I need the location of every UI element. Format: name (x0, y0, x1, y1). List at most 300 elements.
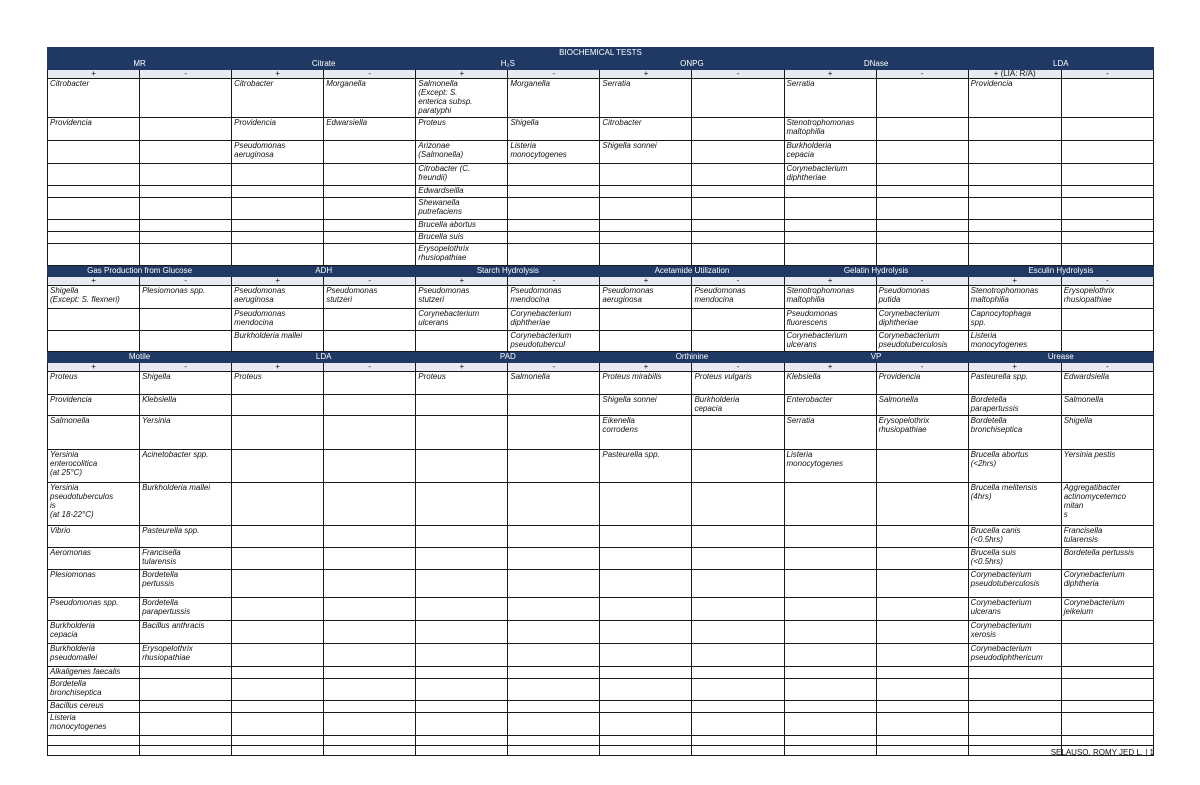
organism-cell: Erysopelothrix rhusiopathiae (140, 644, 232, 667)
organism-cell (140, 331, 232, 352)
organism-cell (968, 736, 1061, 746)
organism-cell (48, 220, 140, 232)
organism-cell (48, 746, 140, 756)
organism-cell (784, 667, 876, 679)
organism-cell: Pseudomonas stutzeri (324, 286, 416, 309)
organism-cell (692, 701, 784, 713)
table-row (48, 483, 1154, 526)
organism-cell (600, 713, 692, 736)
organism-cell: Listeria monocytogenes (48, 713, 140, 736)
organism-cell (876, 164, 968, 186)
result-sign: + (416, 70, 508, 79)
organism-cell (48, 232, 140, 244)
organism-cell (968, 220, 1061, 232)
organism-cell (876, 746, 968, 756)
organism-cell (692, 713, 784, 736)
organism-cell (232, 570, 324, 598)
organism-cell (968, 141, 1061, 164)
organism-cell (876, 667, 968, 679)
test-header: DNase (784, 59, 968, 70)
organism-cell: Corynebacterium pseudotuberculosis (968, 570, 1061, 598)
organism-cell: Shigella sonnei (600, 395, 692, 416)
test-header: Acetamide Utilization (600, 266, 784, 277)
result-sign: - (876, 70, 968, 79)
test-header: Gelatin Hydrolysis (784, 266, 968, 277)
organism-cell (1061, 667, 1153, 679)
organism-cell (1061, 644, 1153, 667)
organism-cell: Bordetella parapertussis (968, 395, 1061, 416)
organism-cell: Pseudomonas aeruginosa (600, 286, 692, 309)
organism-cell (784, 220, 876, 232)
sign-row (48, 277, 1154, 286)
organism-cell (140, 701, 232, 713)
organism-cell (1061, 736, 1153, 746)
organism-cell: Salmonella (876, 395, 968, 416)
organism-cell (876, 679, 968, 701)
organism-cell (48, 186, 140, 198)
organism-cell (876, 713, 968, 736)
result-sign: - (508, 363, 600, 372)
organism-cell (324, 667, 416, 679)
organism-cell (600, 483, 692, 526)
organism-cell (600, 746, 692, 756)
organism-cell (600, 679, 692, 701)
organism-cell (140, 198, 232, 220)
table-row (48, 232, 1154, 244)
organism-cell (416, 701, 508, 713)
organism-cell (1061, 186, 1153, 198)
organism-cell (968, 713, 1061, 736)
organism-cell (232, 395, 324, 416)
organism-cell: Yersinia enterocolitica (at 25°C) (48, 450, 140, 483)
organism-cell (876, 526, 968, 548)
result-sign: + (232, 363, 324, 372)
organism-cell: Bacillus anthracis (140, 621, 232, 644)
organism-cell: Stenotrophomonas maltophilia (784, 118, 876, 141)
result-sign: - (692, 70, 784, 79)
organism-cell (508, 416, 600, 450)
organism-cell (692, 164, 784, 186)
organism-cell (140, 118, 232, 141)
organism-cell (692, 232, 784, 244)
organism-cell: Klebsiella (140, 395, 232, 416)
organism-cell (508, 232, 600, 244)
organism-cell (508, 186, 600, 198)
organism-cell (1061, 679, 1153, 701)
organism-cell (876, 220, 968, 232)
organism-cell: Shigella (140, 372, 232, 395)
organism-cell: Serratia (784, 79, 876, 118)
organism-cell (416, 526, 508, 548)
organism-cell: Stenotrophomonas maltophilia (784, 286, 876, 309)
organism-cell (140, 736, 232, 746)
organism-cell (140, 309, 232, 331)
organism-cell (968, 244, 1061, 266)
organism-cell (876, 141, 968, 164)
table-row (48, 736, 1154, 746)
result-sign: - (508, 70, 600, 79)
organism-cell: Proteus (48, 372, 140, 395)
table-row (48, 416, 1154, 450)
organism-cell (1061, 309, 1153, 331)
organism-cell (508, 244, 600, 266)
table-row (48, 701, 1154, 713)
organism-cell: Burkholderia cepacia (48, 621, 140, 644)
organism-cell: Corynebacterium diphtheria (1061, 570, 1153, 598)
organism-cell (692, 736, 784, 746)
test-header: Orthinine (600, 352, 784, 363)
result-sign: + (232, 70, 324, 79)
test-header-row (48, 266, 1154, 277)
organism-cell (232, 644, 324, 667)
organism-cell (1061, 232, 1153, 244)
organism-cell: Burkholderia mallei (232, 331, 324, 352)
organism-cell: Citrobacter (600, 118, 692, 141)
result-sign: + (968, 363, 1061, 372)
organism-cell: Bordetella bronchiseptica (968, 416, 1061, 450)
table-row (48, 331, 1154, 352)
organism-cell (508, 598, 600, 621)
organism-cell (968, 701, 1061, 713)
table-row (48, 644, 1154, 667)
organism-cell (508, 395, 600, 416)
organism-cell (232, 701, 324, 713)
organism-cell (784, 232, 876, 244)
organism-cell (508, 450, 600, 483)
sign-row (48, 363, 1154, 372)
test-header-row (48, 352, 1154, 363)
organism-cell (324, 450, 416, 483)
organism-cell (508, 621, 600, 644)
organism-cell (876, 198, 968, 220)
organism-cell (232, 416, 324, 450)
organism-cell (508, 644, 600, 667)
organism-cell (692, 450, 784, 483)
result-sign: + (600, 363, 692, 372)
result-sign: + (416, 363, 508, 372)
organism-cell (508, 220, 600, 232)
organism-cell (968, 679, 1061, 701)
result-sign: - (324, 70, 416, 79)
organism-cell: Bordetella pertussis (140, 570, 232, 598)
result-sign: - (140, 70, 232, 79)
organism-cell (416, 395, 508, 416)
organism-cell (324, 141, 416, 164)
organism-cell (692, 220, 784, 232)
organism-cell (692, 746, 784, 756)
organism-cell: Klebsiella (784, 372, 876, 395)
organism-cell (232, 244, 324, 266)
organism-cell (416, 667, 508, 679)
organism-cell (600, 701, 692, 713)
organism-cell: Pseudomonas mendocina (232, 309, 324, 331)
organism-cell (232, 220, 324, 232)
organism-cell: Serratia (784, 416, 876, 450)
organism-cell (508, 746, 600, 756)
organism-cell (232, 232, 324, 244)
organism-cell (784, 548, 876, 570)
result-sign: - (1061, 277, 1153, 286)
organism-cell (1061, 79, 1153, 118)
organism-cell (140, 667, 232, 679)
organism-cell (140, 186, 232, 198)
organism-cell (784, 570, 876, 598)
organism-cell (416, 548, 508, 570)
organism-cell (784, 736, 876, 746)
organism-cell (140, 232, 232, 244)
organism-cell: Francisella tularensis (140, 548, 232, 570)
organism-cell: Brucella suis (416, 232, 508, 244)
organism-cell (876, 232, 968, 244)
organism-cell (140, 713, 232, 736)
organism-cell (784, 526, 876, 548)
organism-cell (968, 667, 1061, 679)
organism-cell: Brucella canis (<0.5hrs) (968, 526, 1061, 548)
organism-cell (416, 746, 508, 756)
result-sign: - (140, 277, 232, 286)
organism-cell (600, 570, 692, 598)
organism-cell: Pseudomonas aeruginosa (232, 286, 324, 309)
table-row (48, 244, 1154, 266)
organism-cell (48, 331, 140, 352)
organism-cell (508, 679, 600, 701)
organism-cell (600, 244, 692, 266)
test-header: Citrate (232, 59, 416, 70)
result-sign: + (48, 70, 140, 79)
table-row (48, 186, 1154, 198)
organism-cell (324, 483, 416, 526)
organism-cell (876, 736, 968, 746)
test-header: ONPG (600, 59, 784, 70)
organism-cell (324, 736, 416, 746)
organism-cell: Yersinia pseudotuberculos is (at 18-22°C) (48, 483, 140, 526)
organism-cell: Pseudomonas putida (876, 286, 968, 309)
result-sign: - (508, 277, 600, 286)
organism-cell: Listeria monocytogenes (508, 141, 600, 164)
organism-cell (600, 644, 692, 667)
organism-cell (600, 621, 692, 644)
organism-cell: Citrobacter (48, 79, 140, 118)
organism-cell: Erysopelothrix rhusiopathiae (1061, 286, 1153, 309)
organism-cell (324, 701, 416, 713)
organism-cell (324, 164, 416, 186)
organism-cell: Proteus (232, 372, 324, 395)
organism-cell: Shewanella putrefaciens (416, 198, 508, 220)
organism-cell (1061, 220, 1153, 232)
organism-cell (876, 79, 968, 118)
organism-cell: Acinetobacter spp. (140, 450, 232, 483)
organism-cell (600, 331, 692, 352)
organism-cell: Citrobacter (C. freundii) (416, 164, 508, 186)
organism-cell: Providencia (876, 372, 968, 395)
organism-cell (48, 736, 140, 746)
organism-cell (416, 483, 508, 526)
organism-cell: Capnocytophaga spp. (968, 309, 1061, 331)
organism-cell (232, 667, 324, 679)
test-header: LDA (232, 352, 416, 363)
organism-cell: Yersinia pestis (1061, 450, 1153, 483)
organism-cell: Salmonella (48, 416, 140, 450)
organism-cell (692, 79, 784, 118)
table-row (48, 450, 1154, 483)
organism-cell (784, 198, 876, 220)
organism-cell (140, 220, 232, 232)
organism-cell: Aggregatibacter actinomycetemco mitan s (1061, 483, 1153, 526)
organism-cell: Shigella sonnei (600, 141, 692, 164)
organism-cell (1061, 713, 1153, 736)
organism-cell: Brucella abortus (416, 220, 508, 232)
organism-cell (1061, 621, 1153, 644)
organism-cell: Salmonella (508, 372, 600, 395)
page-footer: SELAUSO, ROMY JED L. | 1 (1050, 748, 1154, 757)
organism-cell (232, 450, 324, 483)
organism-cell (692, 331, 784, 352)
table-row (48, 713, 1154, 736)
organism-cell (784, 598, 876, 621)
organism-cell (600, 736, 692, 746)
organism-cell: Aeromonas (48, 548, 140, 570)
organism-cell (232, 598, 324, 621)
organism-cell: Listeria monocytogenes (784, 450, 876, 483)
table-row (48, 598, 1154, 621)
organism-cell (140, 141, 232, 164)
test-header: Starch Hydrolysis (416, 266, 600, 277)
organism-cell (232, 736, 324, 746)
organism-cell: Morganella (508, 79, 600, 118)
organism-cell (692, 644, 784, 667)
sign-row (48, 70, 1154, 79)
organism-cell (692, 621, 784, 644)
result-sign: - (324, 277, 416, 286)
result-sign: + (784, 363, 876, 372)
organism-cell (692, 598, 784, 621)
organism-cell: Brucella suis (<0.5hrs) (968, 548, 1061, 570)
organism-cell (784, 621, 876, 644)
organism-cell (968, 164, 1061, 186)
table-row (48, 118, 1154, 141)
organism-cell (968, 198, 1061, 220)
organism-cell: Salmonella (Except: S. enterica subsp. paratyphi (416, 79, 508, 118)
organism-cell: Pseudomonas spp. (48, 598, 140, 621)
organism-cell (1061, 331, 1153, 352)
organism-cell: Burkholderia cepacia (692, 395, 784, 416)
organism-cell (48, 164, 140, 186)
organism-cell (876, 450, 968, 483)
organism-cell (692, 667, 784, 679)
organism-cell (600, 198, 692, 220)
organism-cell (324, 621, 416, 644)
organism-cell (324, 746, 416, 756)
organism-cell: Yersinia (140, 416, 232, 450)
organism-cell: Plesiomonas (48, 570, 140, 598)
table-row (48, 372, 1154, 395)
organism-cell: Pseudomonas stutzeri (416, 286, 508, 309)
organism-cell (1061, 164, 1153, 186)
organism-cell (416, 679, 508, 701)
organism-cell: Corynebacterium pseudotuberculosis (876, 331, 968, 352)
organism-cell: Eikenella corrodens (600, 416, 692, 450)
organism-cell (784, 679, 876, 701)
organism-cell (324, 644, 416, 667)
organism-cell: Pseudomonas mendocina (508, 286, 600, 309)
table-row (48, 621, 1154, 644)
table-row (48, 198, 1154, 220)
organism-cell: Citrobacter (232, 79, 324, 118)
organism-cell (692, 483, 784, 526)
test-header: Esculin Hydrolysis (968, 266, 1153, 277)
organism-cell (416, 450, 508, 483)
organism-cell (600, 667, 692, 679)
organism-cell (876, 621, 968, 644)
organism-cell (600, 598, 692, 621)
organism-cell: Corynebacterium pseudotubercul (508, 331, 600, 352)
organism-cell (600, 526, 692, 548)
organism-cell: Corynebacterium jeikeium (1061, 598, 1153, 621)
organism-cell: Edwardsiella (1061, 372, 1153, 395)
organism-cell (508, 548, 600, 570)
organism-cell (140, 244, 232, 266)
organism-cell (416, 621, 508, 644)
organism-cell: Corynebacterium diphtheriae (784, 164, 876, 186)
organism-cell (324, 598, 416, 621)
organism-cell: Pasteurella spp. (968, 372, 1061, 395)
organism-cell (48, 198, 140, 220)
organism-cell: Brucella abortus (<2hrs) (968, 450, 1061, 483)
organism-cell (876, 244, 968, 266)
organism-cell: Corynebacterium diphtheriae (876, 309, 968, 331)
organism-cell (324, 198, 416, 220)
organism-cell (692, 679, 784, 701)
organism-cell (324, 679, 416, 701)
organism-cell: Providencia (232, 118, 324, 141)
organism-cell (692, 198, 784, 220)
organism-cell: Corynebacterium diphtheriae (508, 309, 600, 331)
organism-cell (324, 416, 416, 450)
result-sign: - (692, 363, 784, 372)
organism-cell: Pseudomonas mendocina (692, 286, 784, 309)
organism-cell (600, 164, 692, 186)
test-header: LDA (968, 59, 1153, 70)
result-sign: + (784, 70, 876, 79)
organism-cell (692, 416, 784, 450)
organism-cell: Francisella tularensis (1061, 526, 1153, 548)
organism-cell (508, 667, 600, 679)
organism-cell (140, 164, 232, 186)
organism-cell (508, 164, 600, 186)
organism-cell: Arizonae (Salmonella) (416, 141, 508, 164)
organism-cell: Proteus mirabilis (600, 372, 692, 395)
organism-cell (1061, 141, 1153, 164)
organism-cell (692, 548, 784, 570)
organism-cell (692, 118, 784, 141)
organism-cell (1061, 701, 1153, 713)
organism-cell (232, 746, 324, 756)
organism-cell: Proteus (416, 372, 508, 395)
organism-cell: Burkholderia pseudomallei (48, 644, 140, 667)
organism-cell (324, 186, 416, 198)
table-row (48, 570, 1154, 598)
organism-cell (1061, 244, 1153, 266)
organism-cell: Morganella (324, 79, 416, 118)
organism-cell (232, 164, 324, 186)
organism-cell: Plesiomonas spp. (140, 286, 232, 309)
organism-cell: Bordetella pertussis (1061, 548, 1153, 570)
organism-cell: Erysopelothrix rhusiopathiae (876, 416, 968, 450)
result-sign: + (48, 363, 140, 372)
result-sign: + (48, 277, 140, 286)
organism-cell (232, 526, 324, 548)
organism-cell (416, 416, 508, 450)
